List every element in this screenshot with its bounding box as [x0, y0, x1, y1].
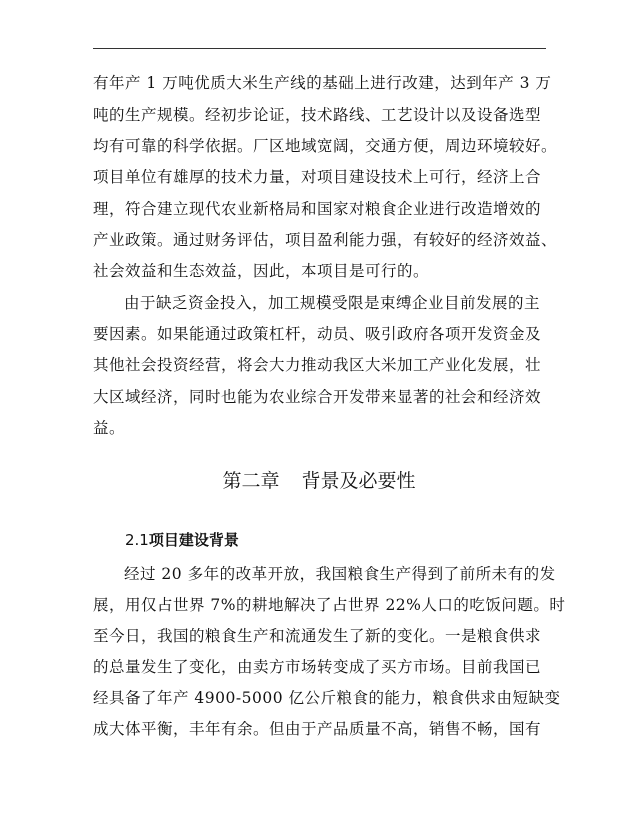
text-line: 经具备了年产 4900-5000 亿公斤粮食的能力，粮食供求由短缺变 — [93, 689, 561, 707]
text-line: 至今日，我国的粮食生产和流通发生了新的变化。一是粮食供求 — [93, 627, 542, 645]
text-line: 由于缺乏资金投入，加工规模受限是束缚企业目前发展的主 — [124, 294, 541, 312]
text-line: 大区域经济，同时也能为农业综合开发带来显著的社会和经济效 — [93, 388, 542, 406]
chapter-title: 背景及必要性 — [301, 470, 416, 492]
chapter-number: 第二章 — [222, 470, 280, 492]
text-line: 其他社会投资经营，将会大力推动我区大米加工产业化发展，壮 — [93, 356, 542, 374]
text-line: 均有可靠的科学依据。厂区地域宽阔，交通方便，周边环境较好。 — [93, 137, 558, 155]
text-line: 展，用仅占世界 7%的耕地解决了占世界 22%人口的吃饭问题。时 — [93, 596, 566, 614]
text-line: 项目单位有雄厚的技术力量，对项目建设技术上可行，经济上合 — [93, 168, 542, 186]
text-line: 有年产 1 万吨优质大米生产线的基础上进行改建，达到年产 3 万 — [93, 74, 552, 92]
text-line: 吨的生产规模。经初步论证，技术路线、工艺设计以及设备选型 — [93, 106, 542, 124]
text-line: 产业政策。通过财务评估，项目盈利能力强，有较好的经济效益、 — [93, 231, 558, 249]
text-line: 理，符合建立现代农业新格局和国家对粮食企业进行改造增效的 — [93, 200, 542, 218]
text-line: 成大体平衡，丰年有余。但由于产品质量不高，销售不畅，国有 — [93, 720, 542, 738]
section-number: 2.1 — [125, 531, 149, 549]
text-line: 经过 20 多年的改革开放，我国粮食生产得到了前所未有的发 — [124, 565, 556, 583]
text-line: 社会效益和生态效益，因此，本项目是可行的。 — [93, 262, 430, 280]
section-title: 项目建设背景 — [148, 531, 239, 549]
text-line: 益。 — [93, 419, 126, 437]
text-line: 要因素。如果能通过政策杠杆，动员、吸引政府各项开发资金及 — [93, 325, 542, 343]
text-line: 的总量发生了变化，由卖方市场转变成了买方市场。目前我国已 — [93, 658, 542, 676]
